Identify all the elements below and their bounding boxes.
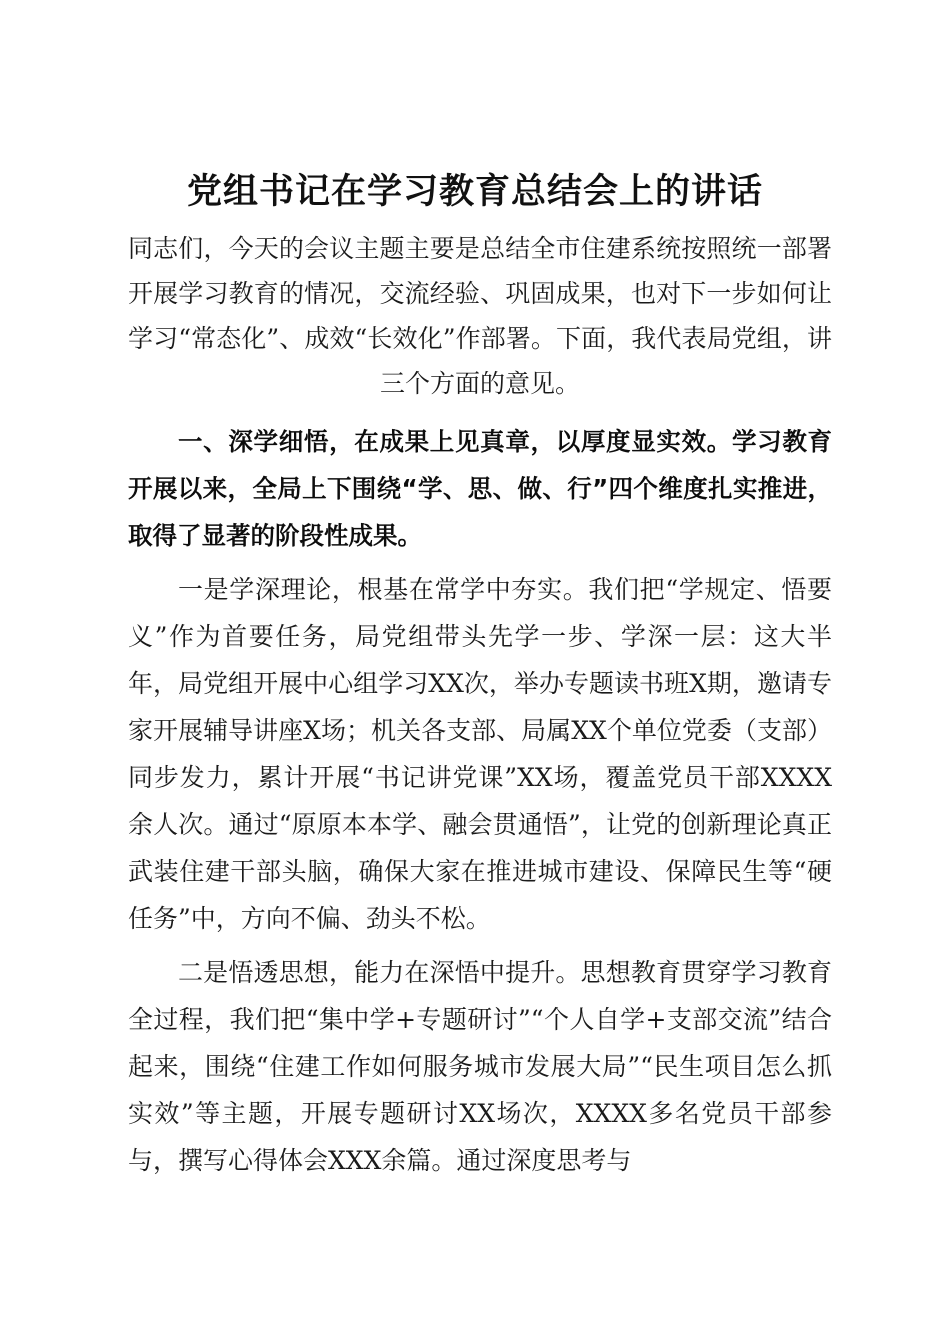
body-paragraph-1: 一是学深理论，根基在常学中夯实。我们把“学规定、悟要义”作为首要任务，局党组带头先学一步、学深一层：这大半年，局党组开展中心组学习XX次，举办专题读书班X期，邀请专家开展辅导讲座X场；机关各支部、局属XX个单位党委（支部）同步发力，累计开展“书记讲党课”XX场，覆盖党员干部XXXX余人次。通过“原原本本学、融会贯通悟”，让党的创新理论真正武装住建干部头脑，确保大家在推进城市建设、保障民生等“硬任务”中，方向不偏、劲头不松。	[128, 575, 832, 933]
body-paragraph-2: 二是悟透思想，能力在深悟中提升。思想教育贯穿学习教育全过程，我们把“集中学+专题研讨”“个人自学+支部交流”结合起来，围绕“住建工作如何服务城市发展大局”“民生项目怎么抓实效”等主题，开展专题研讨XX场次，XXXX多名党员干部参与，撰写心得体会XXX余篇。通过深度思考与	[128, 958, 832, 1175]
intro-paragraph: 同志们，今天的会议主题主要是总结全市住建系统按照统一部署开展学习教育的情况，交流经验、巩固成果，也对下一步如何让学习“常态化”、成效“长效化”作部署。下面，我代表局党组，讲三个方面的意见。	[128, 234, 832, 398]
document-title: 党组书记在学习教育总结会上的讲话	[186, 171, 763, 212]
section-heading: 一、深学细悟，在成果上见真章，以厚度显实效。学习教育开展以来，全局上下围绕“学、思、做、行”四个维度扎实推进，取得了显著的阶段性成果。	[128, 427, 832, 550]
